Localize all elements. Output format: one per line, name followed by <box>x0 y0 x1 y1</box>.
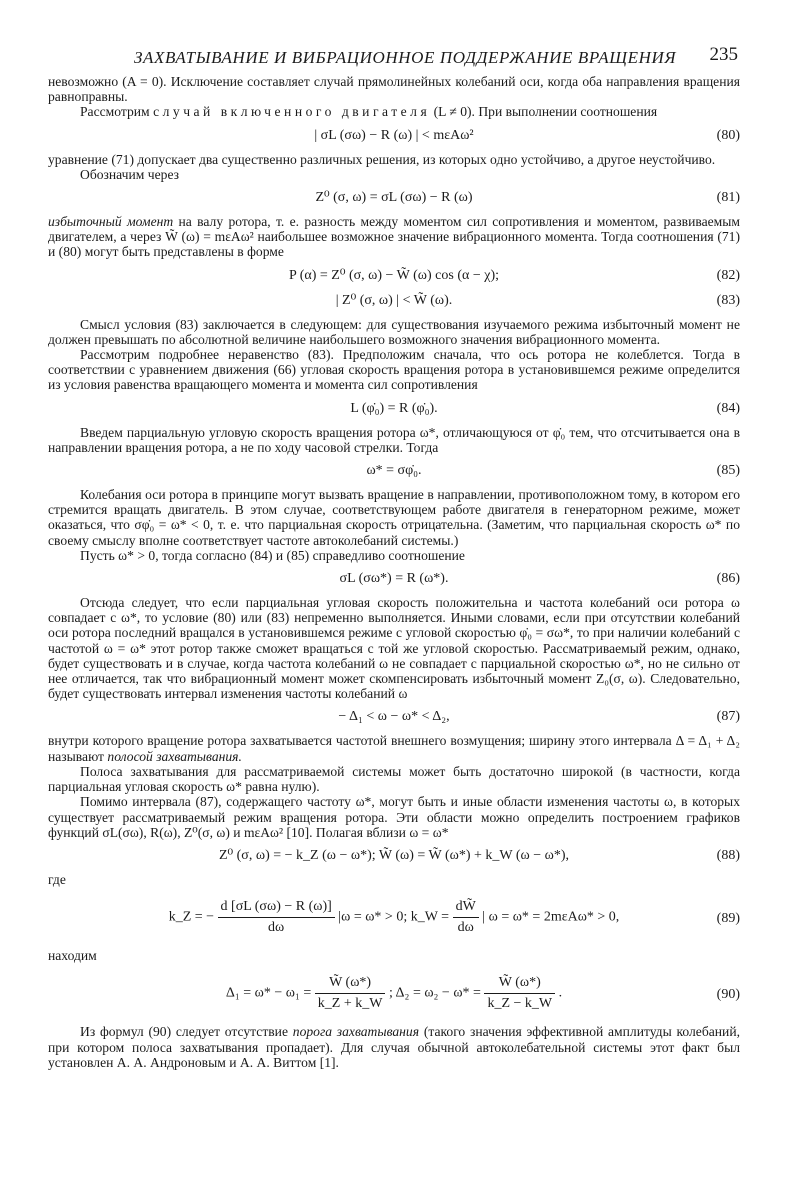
paragraph: избыточный момент на валу ротора, т. е. разность между моментом сил сопротивления и моментом, развиваемым двигателем, а через W̃ (ω) = mεAω² наибольшее возможное значение вибрационного момента. Тогда соотношения (71) и (80) могут быть представлены в форме <box>48 214 740 260</box>
paragraph: Рассмотрим подробнее неравенство (83). Предположим сначала, что ось ротора не колеблется. Тогда в соответствии с уравнением движения (66) угловая скорость вращения ротора в установившемся режиме определится из условия равенства вращающего момента и момента сил сопротивления <box>48 347 740 393</box>
equation-84: L (φ̇₀) = R (φ̇₀). (84) <box>350 400 740 416</box>
equation-82: P (α) = Z⁰ (σ, ω) − W̃ (ω) cos (α − χ); (82) <box>288 267 740 283</box>
equation-number: (80) <box>716 127 740 143</box>
spaced-emphasis: случай включенного двигателя <box>153 104 431 120</box>
equation-number: (82) <box>716 267 740 283</box>
equation-81: Z⁰ (σ, ω) = σL (σω) − R (ω) (81) <box>315 190 740 206</box>
term-emphasis: порога захватывания <box>292 1024 420 1040</box>
page <box>48 40 740 1070</box>
running-header <box>48 40 740 74</box>
paragraph: Введем парциальную угловую скорость вращения ротора ω*, отличающуюся от φ̇₀ тем, что отсчитывается она в направлении вращения ротора, а не по ходу часовой стрелки. Тогда <box>48 424 740 455</box>
equation-number: (83) <box>716 292 740 308</box>
paragraph: Колебания оси ротора в принципе могут вызвать вращение в направлении, противоположном тому, в котором его стремится вращать двигатель. В этом случае, соответствующем работе двигателя в генераторном режиме, может оказаться, что σφ̇₀ = ω* < 0, т. е. что парциальная скорость отрицательна. (Заметим, что парциальная скорость ω* по своему смыслу вполне соответствует частоте автоколебаний системы.) <box>48 487 740 548</box>
equation-87: − Δ₁ < ω − ω* < Δ₂, (87) <box>338 709 740 725</box>
paragraph: Помимо интервала (87), содержащего частоту ω*, могут быть и иные области изменения частоты ω, в которых существует рассматриваемый режим вращения ротора. Эти области можно определить построением графиков функций σL(σω), R(ω), Z⁰(σ, ω) и mεAω² [10]. Полагая вблизи ω = ω* <box>48 794 740 840</box>
equation-83: | Z⁰ (σ, ω) | < W̃ (ω). (83) <box>335 292 740 308</box>
paragraph: внутри которого вращение ротора захватывается частотой внешнего возмущения; ширину этого интервала Δ = Δ₁ + Δ₂ называют полосой захватывания. <box>48 733 740 764</box>
page-number: 235 <box>709 44 738 65</box>
paragraph: Пусть ω* > 0, тогда согласно (84) и (85) справедливо соотношение <box>80 547 465 563</box>
paragraph: где <box>48 871 66 887</box>
equation-80: | σL (σω) − R (ω) | < mεAω² (80) <box>314 127 740 143</box>
equation-89: k_Z = − $\frac{d [\sigma L (\sigma\omega) - R (\omega)]}{d\omega}$ |ω = ω* > 0; k_W = $\frac{dW̃}{d\omega}$ | ω = ω* = 2mεAω* > 0, (89) <box>48 897 740 938</box>
equation-number: (90) <box>716 987 740 1003</box>
equation-86: σL (σω*) = R (ω*). (86) <box>339 571 740 587</box>
fraction: $\frac{d [\sigma L (\sigma\omega) - R (\omega)]}{d\omega}$ <box>218 897 335 938</box>
running-title: ЗАХВАТЫВАНИЕ И ВИБРАЦИОННОЕ ПОДДЕРЖАНИЕ ВРАЩЕНИЯ <box>134 48 677 67</box>
equation-88: Z⁰ (σ, ω) = − k_Z (ω − ω*); W̃ (ω) = W̃ (ω*) + k_W (ω − ω*), (88) <box>218 847 740 863</box>
fraction: $\frac{W̃ (\omega*)}{k\_Z + k\_W}$ <box>315 973 386 1014</box>
paragraph: невозможно (A = 0). Исключение составляет случай прямолинейных колебаний оси, когда оба направления вращения равноправны. <box>48 74 740 105</box>
equation-number: (84) <box>716 400 740 416</box>
equation-number: (86) <box>716 571 740 587</box>
equation-number: (89) <box>716 911 740 927</box>
equation-90: Δ₁ = ω* − ω₁ = $\frac{W̃ (\omega*)}{k\_Z + k\_W}$ ; Δ₂ = ω₂ − ω* = $\frac{W̃ (\omega*)}{k\_Z - k\_W}$ . (90) <box>48 973 740 1014</box>
term-emphasis: избыточный момент <box>48 214 174 230</box>
equation-number: (87) <box>716 709 740 725</box>
fraction: $\frac{W̃ (\omega*)}{k\_Z - k\_W}$ <box>484 973 555 1014</box>
paragraph: Отсюда следует, что если парциальная угловая скорость положительна и частота колебаний оси ротора ω совпадает с ω*, то условие (80) или (83) непременно выполняется. Иными словами, если при отсутствии колебаний оси ротора последний вращался в установившемся режиме с угловой скоростью φ̇₀ = σω*, то при наличии колебаний с частотой ω = ω* этот ротор также сможет вращаться с той же угловой скоростью. Рассматриваемый режим, однако, будет существовать и в случае, когда частота колебаний ω не совпадает с парциальной скоростью ω*, но не сильно от нее отличается, так что вибрационный момент может скомпенсировать избыточный момент Z₀(σ, ω). Следовательно, будет существовать интервал изменения частоты колебаний ω <box>48 595 740 702</box>
term-emphasis: полосой захватывания. <box>107 748 242 764</box>
paragraph: Полоса захватывания для рассматриваемой системы может быть достаточно широкой (в частности, когда парциальная угловая скорость ω* равна нулю). <box>48 763 740 795</box>
equation-number: (88) <box>716 847 740 863</box>
paragraph: Рассмотрим случай включенного двигателя (L ≠ 0). При выполнении соотношения <box>80 104 658 120</box>
equation-number: (81) <box>716 190 740 206</box>
equation-85: ω* = σφ̇₀. (85) <box>366 463 740 479</box>
paragraph: уравнение (71) допускает два существенно различных решения, из которых одно устойчиво, а другое неустойчиво. <box>48 151 716 167</box>
paragraph: Смысл условия (83) заключается в следующем: для существования изучаемого режима избыточный момент не должен превышать по абсолютной величине наибольшего возможного значения вибрационного момента. <box>48 316 740 347</box>
paragraph: Обозначим через <box>80 166 180 182</box>
fraction: $\frac{dW̃}{d\omega}$ <box>453 897 479 938</box>
paragraph: находим <box>48 948 97 964</box>
equation-number: (85) <box>716 463 740 479</box>
paragraph: Из формул (90) следует отсутствие порога захватывания (такого значения эффективной амплитуды колебаний, при котором полоса захватывания пропадает). Для случая обычной автоколебательной системы этот факт был установлен А. А. Андроновым и А. А. Виттом [1]. <box>48 1024 741 1070</box>
